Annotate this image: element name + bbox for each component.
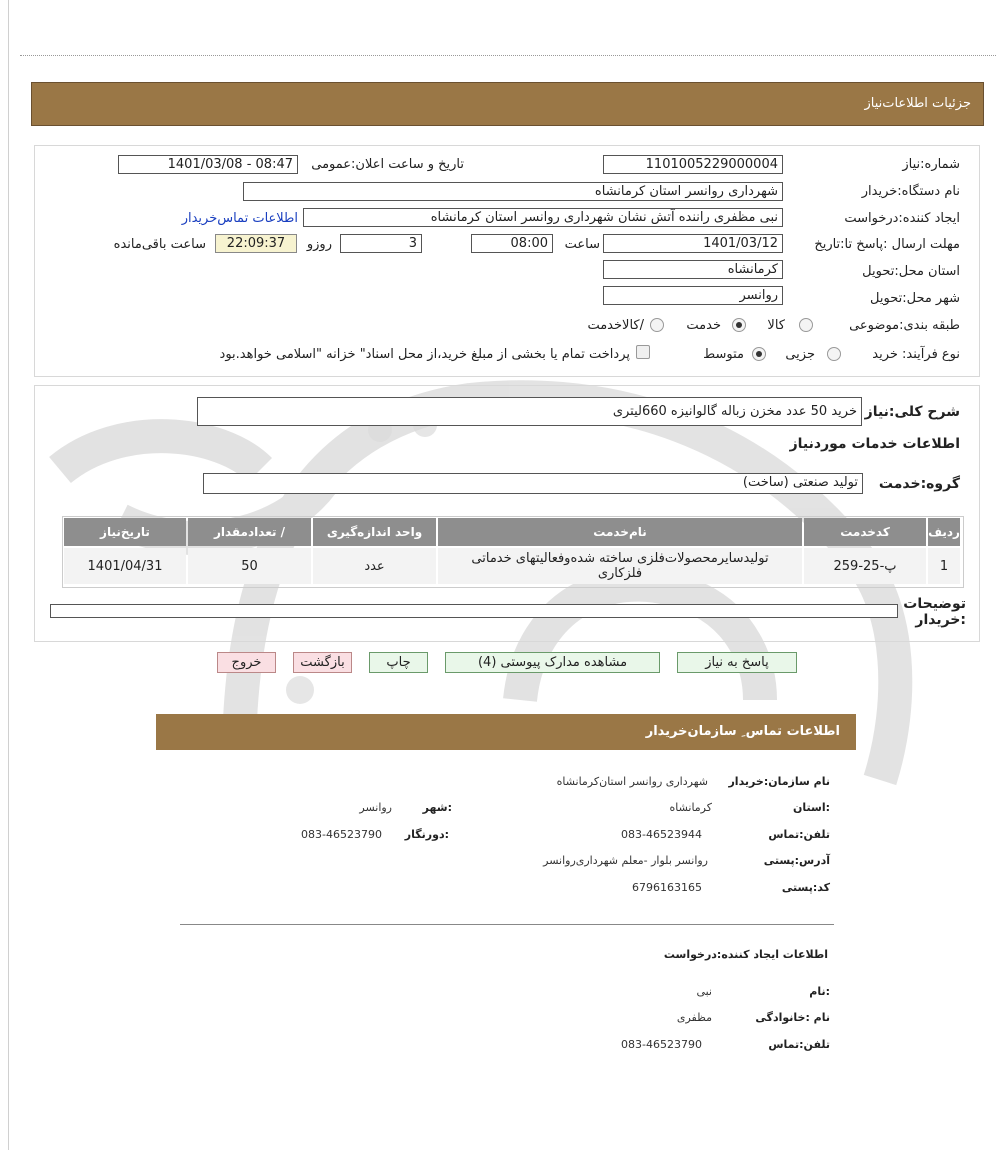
back-button[interactable]: بازگشت (293, 652, 352, 673)
contact-city: روانسر (359, 801, 392, 814)
contact-postal: 6796163165 (632, 881, 702, 894)
buyer-notes-field (50, 604, 898, 618)
deadline-label: مهلت ارسال :پاسخ تا:تاریخ (814, 237, 960, 252)
buyer-org-label: نام دستگاه:خریدار (861, 184, 960, 199)
city-field: روانسر (603, 286, 783, 305)
remaining-label: ساعت باقی‌مانده (113, 237, 206, 252)
contact-section-header (156, 714, 856, 750)
attachments-button[interactable]: مشاهده مدارک پیوستی (4) (445, 652, 660, 673)
contact-address: روانسر بلوار -معلم شهرداری‌روانسر (543, 854, 708, 867)
need-number-label: شماره:نیاز (902, 157, 960, 172)
category-label: طبقه بندی:موضوعی (849, 318, 960, 333)
category-service-label: خدمت (686, 318, 721, 333)
category-goods-service-radio[interactable] (650, 318, 664, 332)
col-header-service-name: نام‌خدمت (438, 518, 802, 546)
requester-phone: 083-46523790 (621, 1038, 702, 1051)
cell-service-code: پ-25-259 (804, 548, 926, 584)
contact-org: شهرداری روانسر استان‌کرمانشاه (556, 775, 708, 788)
cell-need-date: 1401/04/31 (64, 548, 186, 584)
contact-province: کرمانشاه (669, 801, 712, 814)
contact-fax: 083-46523790 (301, 828, 382, 841)
col-header-quantity: / تعدادمقدار (188, 518, 311, 546)
process-medium-label: متوسط (703, 347, 744, 362)
contact-city-label: :شهر (422, 801, 452, 814)
need-description-field: خرید 50 عدد مخزن زباله گالوانیزه 660لیتری (197, 397, 862, 426)
contact-province-label: :استان (793, 801, 830, 814)
need-description-label: شرح کلی:نیاز (864, 404, 960, 420)
buyer-notes-label: توضیحات :خریدار (903, 596, 966, 628)
announce-field: 1401/03/08 - 08:47 (118, 155, 298, 174)
deadline-time-field: 08:00 (471, 234, 553, 253)
service-group-label: گروه:خدمت (878, 476, 960, 492)
deadline-time-label: ساعت (564, 237, 600, 252)
cell-unit: عدد (313, 548, 436, 584)
requester-title: اطلاعات ایجاد کننده:درخواست (663, 948, 828, 961)
contact-section-title: اطلاعات تماس ِ سازمان‌خریدار (645, 724, 840, 739)
col-header-row: ردیف (928, 518, 960, 546)
service-group-field: تولید صنعتی (ساخت) (203, 473, 863, 494)
process-partial-label: جزیی (785, 347, 815, 362)
category-service-radio[interactable] (732, 318, 746, 332)
province-field: کرمانشاه (603, 260, 783, 279)
cell-row: 1 (928, 548, 960, 584)
announce-label: تاریخ و ساعت اعلان:عمومی (311, 157, 464, 172)
contact-phone-label: تلفن:تماس (768, 828, 830, 841)
requester-name: نبی (696, 985, 712, 998)
col-header-unit: واحد اندازه‌گیری (313, 518, 436, 546)
requester-name-label: :نام (809, 985, 830, 998)
contact-divider (180, 924, 834, 925)
contact-org-label: نام سازمان:خریدار (728, 775, 830, 788)
remaining-time-field: 22:09:37 (215, 234, 297, 253)
process-partial-radio[interactable] (827, 347, 841, 361)
need-number-field: 1101005229000004 (603, 155, 783, 174)
need-info-panel (34, 145, 980, 377)
top-separator (20, 55, 996, 56)
city-label: شهر محل:تحویل (870, 291, 960, 306)
treasury-payment-note: پرداخت تمام یا بخشی از مبلغ خرید،از محل اسناد" خزانه "اسلامی خواهد.بود (219, 347, 630, 362)
creator-field: نبی مظفری راننده آتش نشان شهرداری روانسر استان کرمانشاه (303, 208, 783, 227)
process-medium-radio[interactable] (752, 347, 766, 361)
page-header-title: جزئیات اطلاعات‌نیاز (864, 96, 971, 111)
days-field: 3 (340, 234, 422, 253)
contact-postal-label: کد:پستی (781, 881, 830, 894)
exit-button[interactable]: خروج (217, 652, 276, 673)
services-title: اطلاعات خدمات موردنیاز (789, 436, 960, 452)
category-goods-service-label: /کالاخدمت (587, 318, 644, 333)
deadline-date-field: 1401/03/12 (603, 234, 783, 253)
col-header-service-code: کدخدمت (804, 518, 926, 546)
creator-label: ایجاد کننده:درخواست (844, 211, 960, 226)
cell-service-name: تولیدسایرمحصولات‌فلزی ساخته شده‌وفعالیتهای خدماتی فلزکاری (438, 548, 802, 584)
days-label: روزو (306, 237, 332, 252)
process-label: نوع فرآیند: خرید (872, 347, 960, 362)
page-left-border (8, 0, 9, 1150)
requester-family-label: نام :خانوادگی (755, 1011, 830, 1024)
contact-fax-label: :دورنگار (404, 828, 449, 841)
page-header (31, 82, 984, 126)
col-header-need-date: تاریخ‌نیاز (64, 518, 186, 546)
treasury-payment-checkbox[interactable] (636, 345, 650, 359)
requester-family: مظفری (676, 1011, 712, 1024)
reply-button[interactable]: پاسخ به نیاز (677, 652, 797, 673)
category-goods-label: کالا (767, 318, 785, 333)
buyer-contact-link[interactable]: اطلاعات تماس‌خریدار (181, 211, 298, 226)
buyer-org-field: شهرداری روانسر استان کرمانشاه (243, 182, 783, 201)
contact-address-label: آدرس:پستی (763, 854, 830, 867)
contact-phone: 083-46523944 (621, 828, 702, 841)
cell-quantity: 50 (188, 548, 311, 584)
category-goods-radio[interactable] (799, 318, 813, 332)
province-label: استان محل:تحویل (862, 264, 960, 279)
requester-phone-label: تلفن:تماس (768, 1038, 830, 1051)
print-button[interactable]: چاپ (369, 652, 428, 673)
